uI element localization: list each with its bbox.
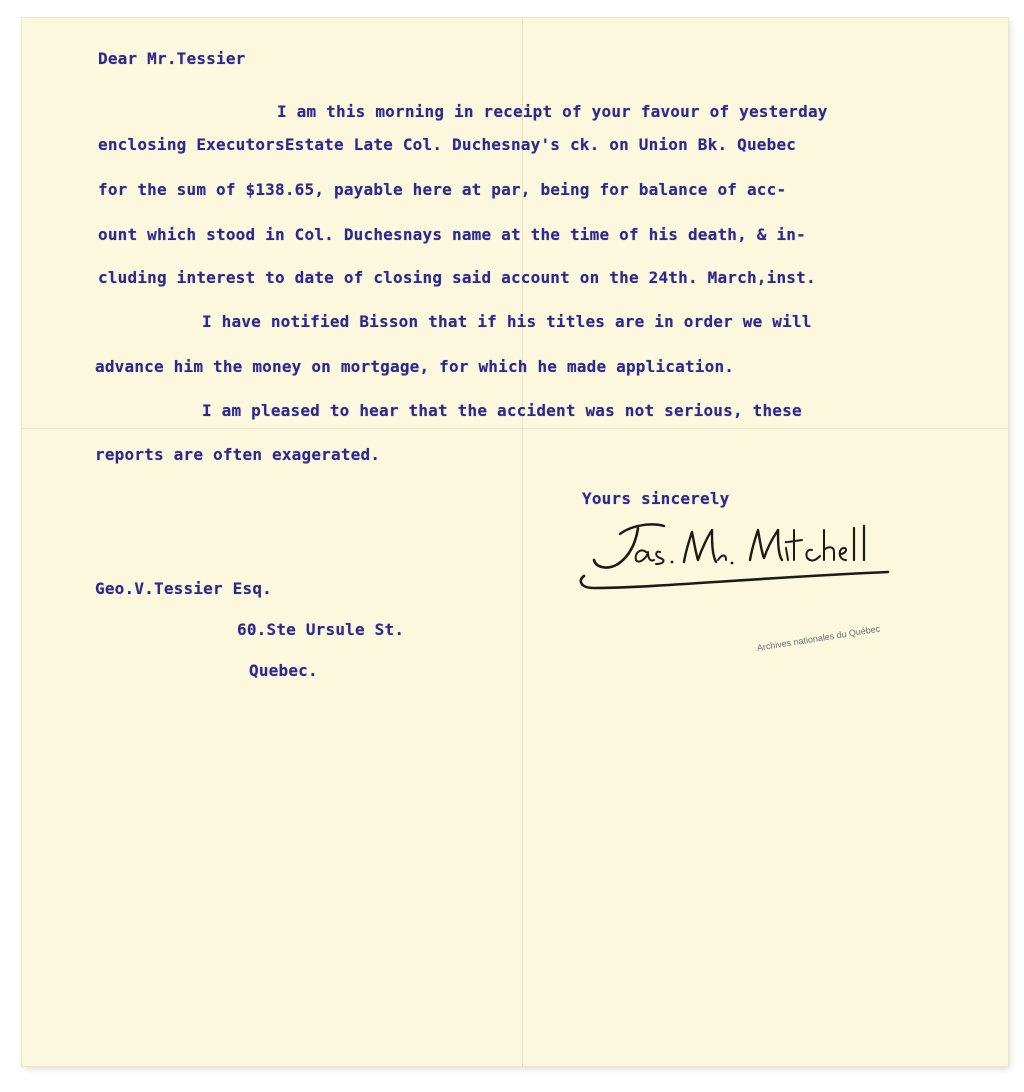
paragraph1-line4: ount which stood in Col. Duchesnays name at the time of his death, & in- [98,225,806,244]
paragraph1-line2: enclosing ExecutorsEstate Late Col. Duchesnay's ck. on Union Bk. Quebec [98,135,797,154]
paragraph2-line2: advance him the money on mortgage, for which he made application. [95,357,735,376]
archive-stamp: Archives nationales du Québec [756,623,881,653]
addressee-name: Geo.V.Tessier Esq. [95,579,272,598]
addressee-street: 60.Ste Ursule St. [237,620,405,639]
paragraph1-line5: cluding interest to date of closing said account on the 24th. March,inst. [98,268,816,287]
fold-line-vertical [522,18,523,1066]
paragraph1-line3: for the sum of $138.65, payable here at par, being for balance of acc- [98,180,787,199]
closing: Yours sincerely [582,489,730,508]
paragraph3-line1: I am pleased to hear that the accident was not serious, these [202,401,802,420]
signature [572,508,902,600]
fold-line-horizontal [22,428,1008,429]
paragraph3-line2: reports are often exagerated. [95,445,381,464]
paragraph2-line1: I have notified Bisson that if his titles are in order we will [202,312,812,331]
addressee-city: Quebec. [249,661,318,680]
paragraph1-line1: I am this morning in receipt of your favour of yesterday [277,102,828,121]
salutation: Dear Mr.Tessier [98,49,246,68]
